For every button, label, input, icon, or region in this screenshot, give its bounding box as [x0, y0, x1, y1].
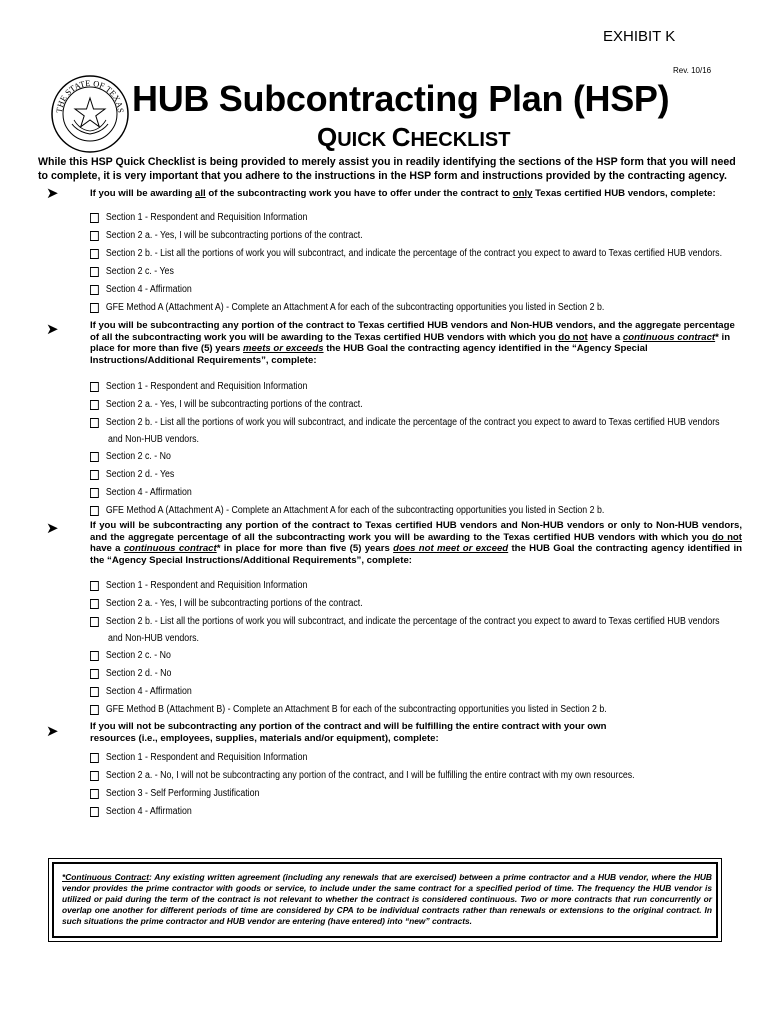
checklist-item: Section 4 - Affirmation: [105, 686, 192, 697]
page-subtitle: QUICK CHECKLIST: [317, 122, 511, 152]
checkbox[interactable]: [90, 617, 99, 627]
checklist-item: Section 1 - Respondent and Requisition Information: [105, 381, 308, 392]
checklist-item: Section 1 - Respondent and Requisition Information: [105, 580, 308, 591]
checkbox[interactable]: [90, 705, 99, 715]
arrow-bullet-icon: ➤: [46, 520, 59, 537]
texas-seal-icon: [50, 74, 130, 154]
block-condition: If you will not be subcontracting any portion of the contract and will be fulfilling the entire contract with your own resources (i.e., employees, supplies, materials and/or equipment), complete:: [90, 721, 607, 744]
checklist-item: Section 2 a. - Yes, I will be subcontracting portions of the contract.: [105, 598, 363, 609]
block-meets-goal: [46, 320, 742, 366]
checkbox[interactable]: [90, 249, 99, 259]
checklist-item: Section 2 c. - No: [105, 451, 171, 462]
checklist-item: Section 1 - Respondent and Requisition Information: [105, 212, 308, 223]
footnote-box: [48, 858, 722, 942]
checklist-item: Section 2 a. - No, I will not be subcontracting any portion of the contract, and I will be fulfilling the entire contract with my own resources.: [105, 770, 635, 781]
checkbox[interactable]: [90, 470, 99, 480]
checklist-item: Section 4 - Affirmation: [105, 487, 192, 498]
checklist-item: Section 2 d. - No: [105, 668, 172, 679]
checklist-item: Section 2 b. - List all the portions of work you will subcontract, and indicate the percentage of the contract you expect to award to Texas certified HUB vendors: [105, 616, 720, 627]
checkbox[interactable]: [90, 651, 99, 661]
checklist-item: Section 2 b. - List all the portions of work you will subcontract, and indicate the percentage of the contract you expect to award to Texas certified HUB vendors: [105, 417, 720, 428]
checkbox[interactable]: [90, 599, 99, 609]
checkbox[interactable]: [90, 382, 99, 392]
checklist-item: Section 2 c. - No: [105, 650, 171, 661]
checkbox[interactable]: [90, 267, 99, 277]
svg-text:THE STATE OF TEXAS: THE STATE OF TEXAS: [53, 77, 127, 114]
arrow-bullet-icon: ➤: [46, 185, 59, 202]
checkbox[interactable]: [90, 669, 99, 679]
checklist-item: Section 2 b. - List all the portions of work you will subcontract, and indicate the percentage of the contract you expect to award to Texas certified HUB vendors.: [105, 248, 723, 259]
exhibit-label: EXHIBIT K: [603, 28, 676, 45]
checklist-item: Section 2 d. - Yes: [105, 469, 175, 480]
checkbox[interactable]: [90, 488, 99, 498]
checklist-item: Section 4 - Affirmation: [105, 806, 192, 817]
block-condition: If you will be subcontracting any portion of the contract to Texas certified HUB vendors and Non-HUB vendors, and the aggregate percentage of all the subcontracting work you will be awarding to the Texas certified HUB vendors with which you do not have a continuous contract* in place for more than five (5) years meets or exceeds the HUB Goal the contracting agency identified in the “Agency Special Instructions/Additional Requirements”, complete:: [90, 320, 735, 366]
checklist-item-continuation: and Non-HUB vendors.: [108, 633, 199, 644]
checklist-item: Section 3 - Self Performing Justification: [105, 788, 260, 799]
checkbox[interactable]: [90, 753, 99, 763]
checkbox[interactable]: [90, 400, 99, 410]
checkbox[interactable]: [90, 213, 99, 223]
checkbox[interactable]: [90, 231, 99, 241]
checkbox[interactable]: [90, 418, 99, 428]
checkbox[interactable]: [90, 285, 99, 295]
checkbox[interactable]: [90, 506, 99, 516]
checklist-item: GFE Method A (Attachment A) - Complete an Attachment A for each of the subcontracting opportunities you listed in Section 2 b.: [105, 505, 605, 516]
checklist-item: GFE Method B (Attachment B) - Complete an Attachment B for each of the subcontracting opportunities you listed in Section 2 b.: [105, 704, 607, 715]
block-does-not-meet-goal: [46, 520, 742, 566]
checklist-item: Section 2 c. - Yes: [105, 266, 174, 277]
block-self-performing: [46, 721, 742, 744]
block-condition: If you will be subcontracting any portion of the contract to Texas certified HUB vendors and Non-HUB vendors or only to Non-HUB vendors, and the aggregate percentage of all the subcontracting work you will be awarding to the Texas certified HUB vendors with which you do not have a continuous contract* in place for more than five (5) years does not meet or exceed the HUB Goal the contracting agency identified in the “Agency Special Instructions/Additional Requirements”, complete:: [90, 520, 742, 566]
checklist-item: Section 4 - Affirmation: [105, 284, 192, 295]
checkbox[interactable]: [90, 303, 99, 313]
checklist-item: Section 1 - Respondent and Requisition Information: [105, 752, 308, 763]
checkbox[interactable]: [90, 581, 99, 591]
block-all-hub: [46, 185, 742, 202]
checklist-item: Section 2 a. - Yes, I will be subcontracting portions of the contract.: [105, 399, 363, 410]
checkbox[interactable]: [90, 452, 99, 462]
checkbox[interactable]: [90, 807, 99, 817]
block-condition: If you will be awarding all of the subcontracting work you have to offer under the contract to only Texas certified HUB vendors, complete:: [90, 188, 716, 199]
page-title: HUB Subcontracting Plan (HSP): [132, 78, 670, 119]
checkbox[interactable]: [90, 789, 99, 799]
checklist-item: Section 2 a. - Yes, I will be subcontracting portions of the contract.: [105, 230, 363, 241]
arrow-bullet-icon: ➤: [46, 321, 59, 338]
checklist-item: GFE Method A (Attachment A) - Complete an Attachment A for each of the subcontracting opportunities you listed in Section 2 b.: [105, 302, 605, 313]
checkbox[interactable]: [90, 687, 99, 697]
footnote-text: *Continuous Contract: Any existing written agreement (including any renewals that are exercised) between a prime contractor and a HUB vendor, where the HUB vendor provides the prime contractor with goods or service, to include under the same contract for a specified period of time. The frequency the HUB vendor is utilized or paid during the term of the contract is not relevant to whether the contract is considered continuous. Two or more contracts that run concurrently or overlap one another for different periods of time are considered by CPA to be individual contracts rather than renewals or extensions to the original contract. In such situations the prime contractor and HUB vendor are entering (have entered) into “new” contracts.: [52, 862, 718, 938]
checklist-item-continuation: and Non-HUB vendors.: [108, 434, 199, 445]
revision-label: Rev. 10/16: [673, 66, 712, 75]
arrow-bullet-icon: ➤: [46, 723, 59, 740]
checkbox[interactable]: [90, 771, 99, 781]
intro-paragraph: While this HSP Quick Checklist is being provided to merely assist you in readily identifying the sections of the HSP form that you will need to complete, it is very important that you adhere to the instructions in the HSP form and instructions provided by the contracting agency.: [38, 156, 736, 182]
